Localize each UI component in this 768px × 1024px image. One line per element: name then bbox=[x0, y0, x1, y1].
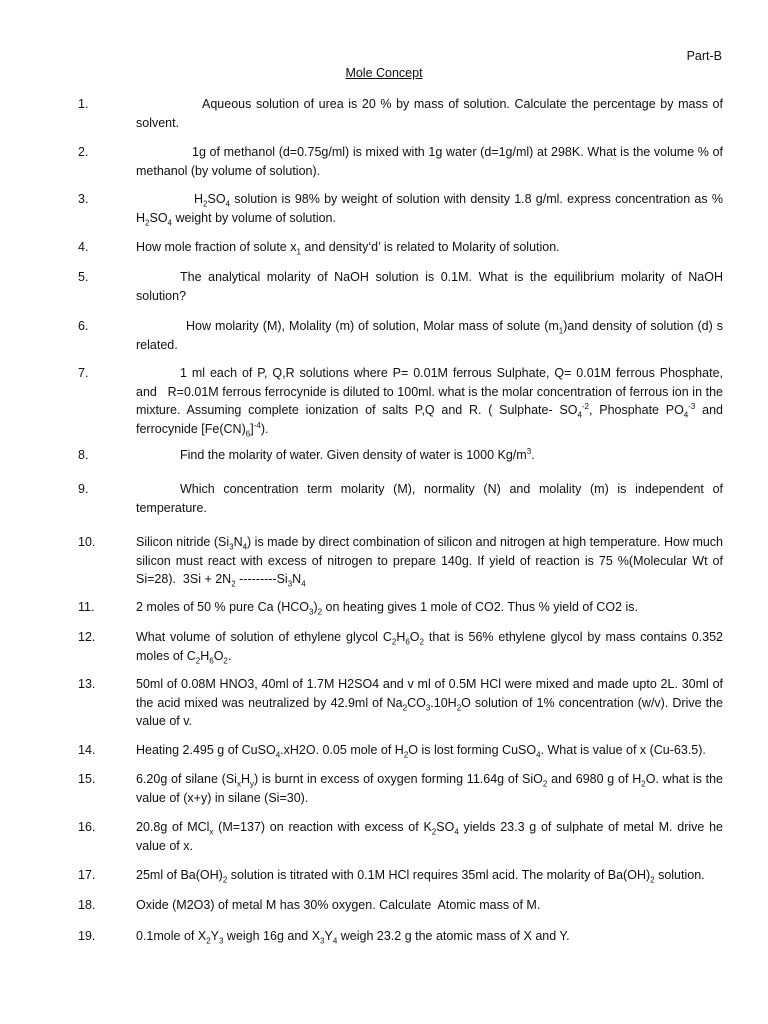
question-number: 1. bbox=[78, 97, 89, 111]
question-number: 7. bbox=[78, 366, 89, 380]
question-number: 15. bbox=[78, 772, 96, 786]
question-number: 5. bbox=[78, 270, 89, 284]
question-text: Oxide (M2O3) of metal M has 30% oxygen. Calculate Atomic mass of M. bbox=[136, 898, 541, 912]
question-number: 11. bbox=[78, 600, 95, 614]
question-text: 25ml of $Ba(OH)_2$ solution is titrated with 0.1M HCl requires 35ml acid. The molarity of $Ba(OH)_2$ solution. bbox=[136, 868, 705, 885]
part-label: Part-B bbox=[686, 49, 722, 63]
question-number: 12. bbox=[78, 630, 96, 644]
question-number: 13. bbox=[78, 677, 96, 691]
page-title bbox=[0, 66, 768, 80]
question-text: 50ml of 0.08M HNO3, 40ml of 1.7M H2SO4 and v ml of 0.5M HCl were mixed and made upto 2L. 30ml of the acid mixed was neutralized by 42.9ml of $Na_2CO_3.10H_2O$ solution of 1% concentration (w/v). Drive the value of v. bbox=[136, 677, 723, 728]
question-text: How mole fraction of solute $x_1$ and density‘d’ is related to Molarity of solution. bbox=[136, 240, 560, 257]
question-text: 2 moles of 50 % pure Ca $(HCO_3)_2$ on heating gives 1 mole of CO2. Thus % yield of CO2 is. bbox=[136, 600, 638, 617]
question-text: $H_2SO_4$ solution is 98% by weight of solution with density 1.8 g/ml. express concentration as % $H_2SO_4$ weight by volume of solution. bbox=[136, 192, 723, 227]
question-number: 16. bbox=[78, 820, 96, 834]
question-text: How molarity (M), Molality (m) of solution, Molar mass of solute $(m_1)and$ density of solution (d) s related. bbox=[136, 319, 723, 352]
question-text: What volume of solution of ethylene glycol $C_2H_6O_2$ that is 56% ethylene glycol by mass contains 0.352 moles of $C_2H_6O_2$. bbox=[136, 630, 723, 665]
question-number: 10. bbox=[78, 535, 96, 549]
question-number: 19. bbox=[78, 929, 96, 943]
question-number: 14. bbox=[78, 743, 96, 757]
question-number: 2. bbox=[78, 145, 89, 159]
question-number: 3. bbox=[78, 192, 89, 206]
question-text: Silicon nitride $(Si_3N_4)$ is made by direct combination of silicon and nitrogen at high temperature. How much silicon must react with excess of nitrogen to prepare 140g. If yield of reaction is 75 %(Molecular Wt of Si=28). $3Si + 2N_2$ $---------Si_3N_4$ bbox=[136, 535, 724, 589]
question-number: 18. bbox=[78, 898, 96, 912]
question-text: Aqueous solution of urea is 20 % by mass of solution. Calculate the percentage by mass of solvent. bbox=[136, 97, 723, 130]
question-number: 9. bbox=[78, 482, 89, 496]
question-text: 1 ml each of P, Q,R solutions where P= 0.01M ferrous Sulphate, Q= 0.01M ferrous Phosphate, and R=0.01M ferrous ferrocynide is diluted to 100ml. what is the molar concentration of ferrous ion in the mixture. Assuming complete ionization of salts P,Q and R. ( Sulphate- $SO_4^{-2}$, Phosphate $PO_4^{-3}$ and ferrocynide $[Fe(CN)_6]^{-4}$). bbox=[136, 366, 723, 438]
question-text: 0.1mole of $X_2Y_3$ weigh 16g and $X_3Y_4$ weigh 23.2 g the atomic mass of X and Y. bbox=[136, 929, 570, 946]
question-text: 6.20g of silane $(Si_xH_y)$ is burnt in excess of oxygen forming 11.64g of SiO$_2$ and 6980 g of $H_2O$. what is the value of (x+y) in silane (Si=30). bbox=[136, 772, 723, 805]
question-text: Heating 2.495 g of CuSO$_4$.xH2O. 0.05 mole of $H_2O$ is lost forming CuSO$_4$. What is value of x (Cu-63.5). bbox=[136, 743, 706, 760]
question-number: 6. bbox=[78, 319, 89, 333]
question-text: 1g of methanol (d=0.75g/ml) is mixed with 1g water (d=1g/ml) at 298K. What is the volume % of methanol (by volume of solution). bbox=[136, 145, 723, 178]
question-text: The analytical molarity of NaOH solution is 0.1M. What is the equilibrium molarity of NaOH solution? bbox=[136, 270, 723, 303]
question-text: Which concentration term molarity (M), normality (N) and molality (m) is independent of temperature. bbox=[136, 482, 723, 515]
question-number: 4. bbox=[78, 240, 89, 254]
title-text: Mole Concept bbox=[345, 66, 423, 80]
question-number: 17. bbox=[78, 868, 96, 882]
question-text: 20.8g of MCl$_x$ (M=137) on reaction with excess of $K_2SO_4$ yields 23.3 g of sulphate of metal M. drive he value of x. bbox=[136, 820, 723, 853]
question-text: Find the molarity of water. Given density of water is 1000 $Kg/m^3$. bbox=[180, 446, 535, 462]
question-number: 8. bbox=[78, 448, 89, 462]
